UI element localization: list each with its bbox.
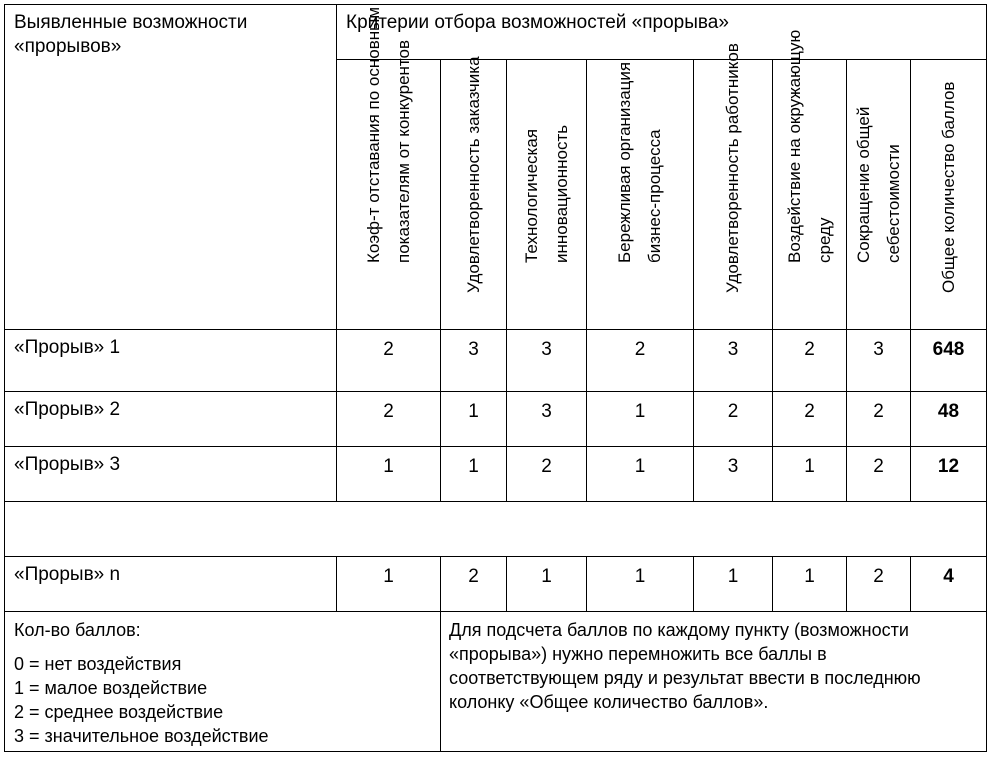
score-cell: 1 [773, 447, 847, 502]
score-cell: 2 [441, 557, 507, 612]
score-cell: 2 [773, 330, 847, 392]
col-header-lag-coefficient: Коэф-т отставания по основным показателям от конкурентов [337, 60, 441, 330]
criteria-header-text: Критерии отбора возможностей «прорыва» [346, 12, 729, 33]
col-header-customer-satisfaction: Удовлетворенность заказчика [441, 60, 507, 330]
score-cell: 1 [337, 557, 441, 612]
col-header-tech-innovation: Технологическая инновационность [507, 60, 587, 330]
score-cell: 1 [587, 447, 694, 502]
total-cell: 48 [911, 392, 987, 447]
score-cell: 3 [441, 330, 507, 392]
row-label: «Прорыв» 2 [5, 392, 337, 447]
legend-item: 3 = значительное воздействие [14, 726, 269, 746]
score-cell: 2 [587, 330, 694, 392]
col-header-employee-satisfaction: Удовлетворенность работников [694, 60, 773, 330]
score-cell: 1 [441, 392, 507, 447]
score-cell: 2 [337, 392, 441, 447]
legend-item: 2 = среднее воздействие [14, 702, 224, 722]
total-cell: 648 [911, 330, 987, 392]
breakthrough-criteria-table [4, 4, 987, 752]
opportunities-header [5, 5, 337, 330]
table-row [5, 557, 987, 612]
score-cell: 3 [847, 330, 911, 392]
col-header-cost-reduction: Сокращение общей себестоимости [847, 60, 911, 330]
legend-title: Кол-во баллов: [14, 620, 141, 640]
score-cell: 1 [337, 447, 441, 502]
score-cell: 2 [694, 392, 773, 447]
score-cell: 1 [587, 557, 694, 612]
table-row [5, 330, 987, 392]
score-cell: 2 [773, 392, 847, 447]
row-label: «Прорыв» 1 [5, 330, 337, 392]
calculation-note [441, 612, 987, 752]
score-cell: 3 [694, 330, 773, 392]
row-label: «Прорыв» n [5, 557, 337, 612]
score-cell: 2 [847, 557, 911, 612]
opportunities-header-text: Выявленные возможности «прорывов» [14, 12, 248, 57]
score-cell: 2 [507, 447, 587, 502]
score-cell: 1 [587, 392, 694, 447]
score-cell: 3 [507, 330, 587, 392]
calculation-note-text: Для подсчета баллов по каждому пункту (возможности «прорыва») нужно перемножить все баллы в соответствующем ряду и результат ввести в последнюю колонку «Общее количество баллов». [449, 620, 921, 712]
total-cell: 12 [911, 447, 987, 502]
col-header-environment-impact: Воздействие на окружающую среду [773, 60, 847, 330]
table-row [5, 392, 987, 447]
total-cell: 4 [911, 557, 987, 612]
score-legend [5, 612, 441, 752]
score-cell: 2 [847, 392, 911, 447]
legend-item: 1 = малое воздействие [14, 678, 208, 698]
breakthrough-criteria-table-frame [4, 4, 987, 752]
empty-row-cell [5, 502, 987, 557]
col-header-total-score: Общее количество баллов [911, 60, 987, 330]
score-cell: 1 [773, 557, 847, 612]
score-cell: 1 [441, 447, 507, 502]
score-cell: 2 [847, 447, 911, 502]
table-row-empty [5, 502, 987, 557]
col-header-lean-process: Бережливая организация бизнес-процесса [587, 60, 694, 330]
score-cell: 3 [507, 392, 587, 447]
score-cell: 1 [507, 557, 587, 612]
table-row [5, 447, 987, 502]
score-cell: 2 [337, 330, 441, 392]
legend-item: 0 = нет воздействия [14, 654, 182, 674]
row-label: «Прорыв» 3 [5, 447, 337, 502]
score-cell: 1 [694, 557, 773, 612]
score-cell: 3 [694, 447, 773, 502]
